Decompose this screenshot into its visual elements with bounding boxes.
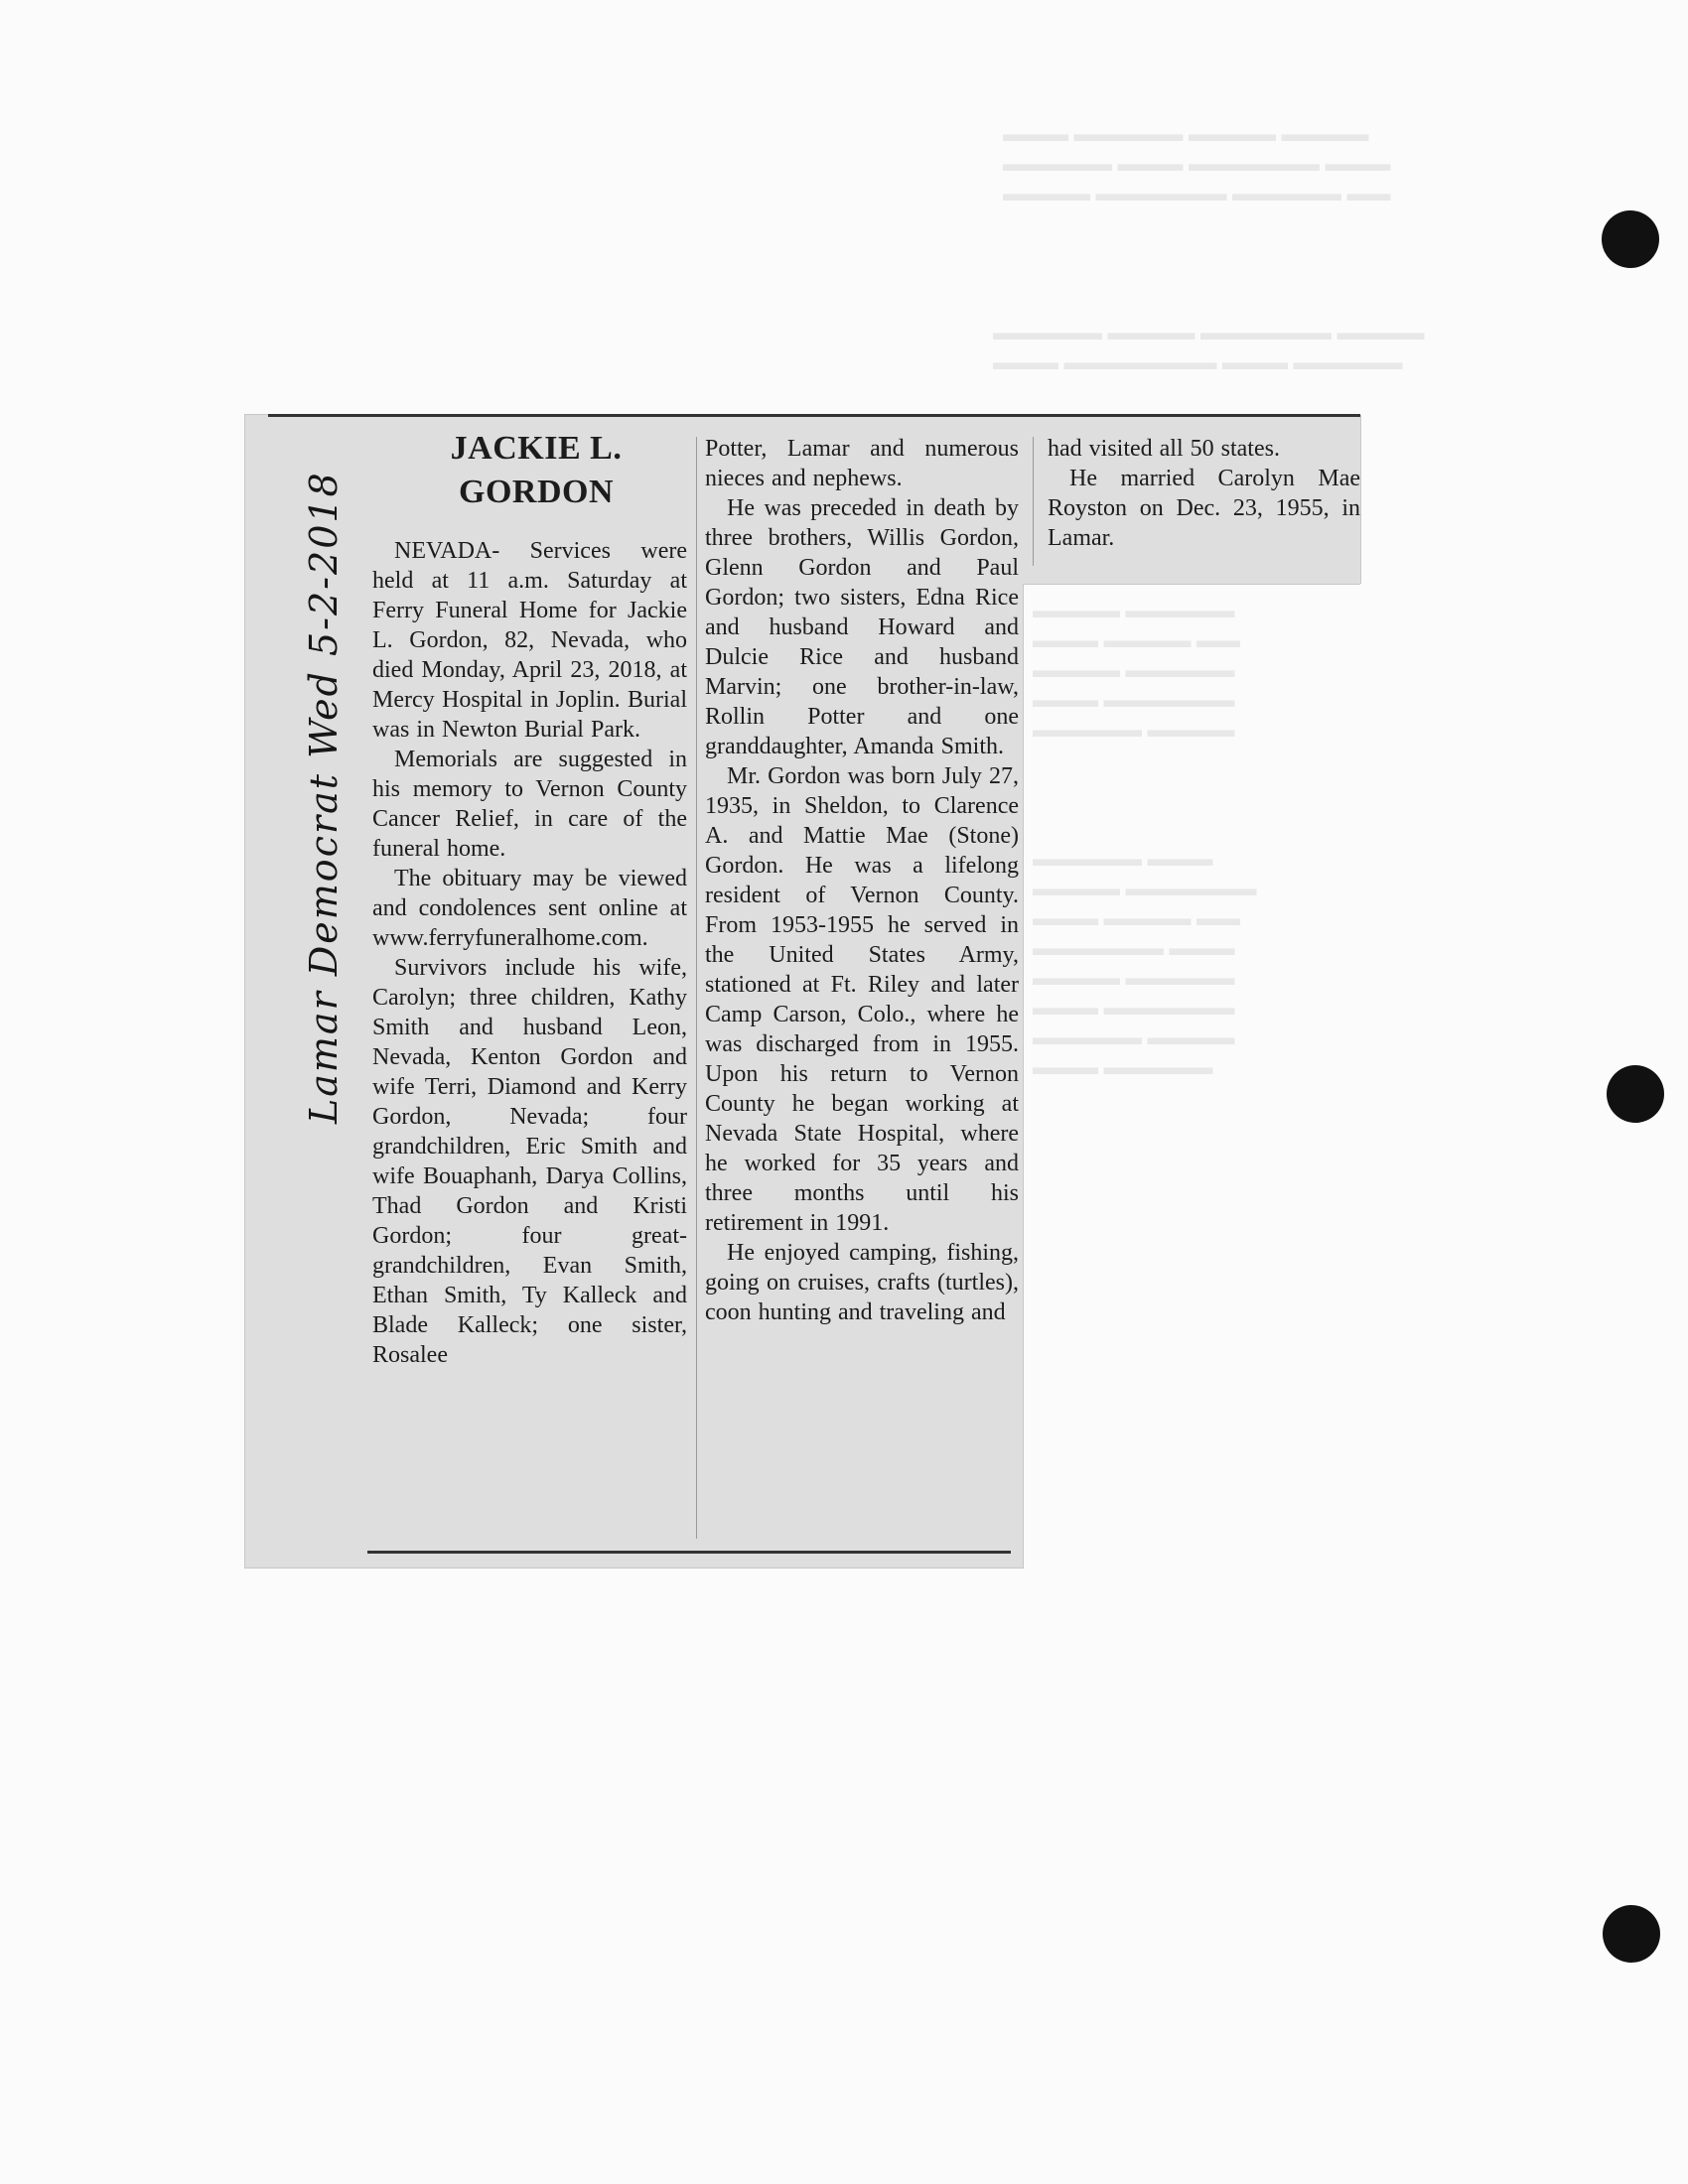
text-column-3 [1048,434,1360,553]
paragraph: Mr. Gordon was born July 27, 1935, in Sheldon, to Clarence A. and Mattie Mae (Stone) Gordon. He was a lifelong resident of Vernon County. From 1953-1955 he served in the United States Army, stationed at Ft. Riley and later Camp Carson, Colo., where he was discharged from in 1955. Upon his return to Vernon County he began working at Nevada State Hospital, where he worked for 35 years and three months until his retirement in 1991. [705,763,1019,1236]
column-gutter [1033,437,1034,566]
paragraph: He enjoyed camping, fishing, going on cruises, crafts (turtles), coon hunting and traveling and [705,1240,1019,1325]
paragraph: He married Carolyn Mae Royston on Dec. 23, 1955, in Lamar. [1048,466,1360,551]
headline-surname: GORDON [459,474,614,510]
punch-hole-bottom [1603,1905,1660,1963]
paragraph: The obituary may be viewed and condolences sent online at www.ferryfuneralhome.com. [372,866,687,951]
column-gutter [696,437,697,1539]
bottom-rule [367,1551,1011,1554]
obituary-headline [387,427,685,514]
bleed-through-text: ▬▬▬▬▬ ▬▬▬▬ ▬▬▬▬▬▬ ▬▬▬▬ ▬▬▬ ▬▬▬▬▬▬▬ ▬▬▬ ▬▬▬▬▬ [993,320,1425,374]
paragraph: Survivors include his wife, Carolyn; three children, Kathy Smith and husband Leon, Nevada, Kenton Gordon and wife Terri, Diamond and Kerry Gordon, Nevada; four grandchildren, Eric Smith and wife Bouaphanh, Darya Collins, Thad Gordon and Kristi Gordon; four great-grandchildren, Evan Smith, Ethan Smith, Ty Kalleck and Blade Kalleck; one sister, Rosalee [372,955,687,1368]
top-rule [268,414,1360,417]
text-column-1 [372,536,687,1370]
handwritten-annotation: Lamar Democrat Wed 5-2-2018 [302,471,346,1124]
paragraph-continued: had visited all 50 states. [1048,436,1280,462]
punch-hole-top [1602,210,1659,268]
text-column-2 [705,434,1019,1327]
bleed-through-text: ▬▬▬▬ ▬▬▬▬▬ ▬▬▬ ▬▬▬▬ ▬▬ ▬▬▬▬ ▬▬▬▬▬ ▬▬▬ ▬▬▬▬▬▬ ▬▬▬▬▬ ▬▬▬▬ [1033,598,1240,742]
headline-name: JACKIE L. [450,430,623,467]
paragraph: NEVADA- Services were held at 11 a.m. Saturday at Ferry Funeral Home for Jackie L. Gordon, 82, Nevada, who died Monday, April 23, 2018, at Mercy Hospital in Joplin. Burial was in Newton Burial Park. [372,538,687,743]
paragraph-continued: Potter, Lamar and numerous nieces and nephews. [705,436,1019,491]
bleed-through-text: ▬▬▬▬▬ ▬▬▬ ▬▬▬▬ ▬▬▬▬▬▬ ▬▬▬ ▬▬▬▬ ▬▬ ▬▬▬▬▬▬ ▬▬▬ ▬▬▬▬ ▬▬▬▬▬ ▬▬▬ ▬▬▬▬▬▬ ▬▬▬▬▬ ▬▬▬▬ ▬▬▬ ▬▬▬▬▬ [1033,846,1257,1079]
paragraph: He was preceded in death by three brothers, Willis Gordon, Glenn Gordon and Paul Gordon; two sisters, Edna Rice and husband Howard and Dulcie Rice and husband Marvin; one brother-in-law, Rollin Potter and one granddaughter, Amanda Smith. [705,495,1019,759]
punch-hole-middle [1607,1065,1664,1123]
bleed-through-text: ▬▬▬ ▬▬▬▬▬ ▬▬▬▬ ▬▬▬▬ ▬▬▬▬▬ ▬▬▬ ▬▬▬▬▬▬ ▬▬▬ ▬▬▬▬ ▬▬▬▬▬▬ ▬▬▬▬▬ ▬▬ [1003,121,1391,205]
paragraph: Memorials are suggested in his memory to Vernon County Cancer Relief, in care of the funeral home. [372,747,687,862]
